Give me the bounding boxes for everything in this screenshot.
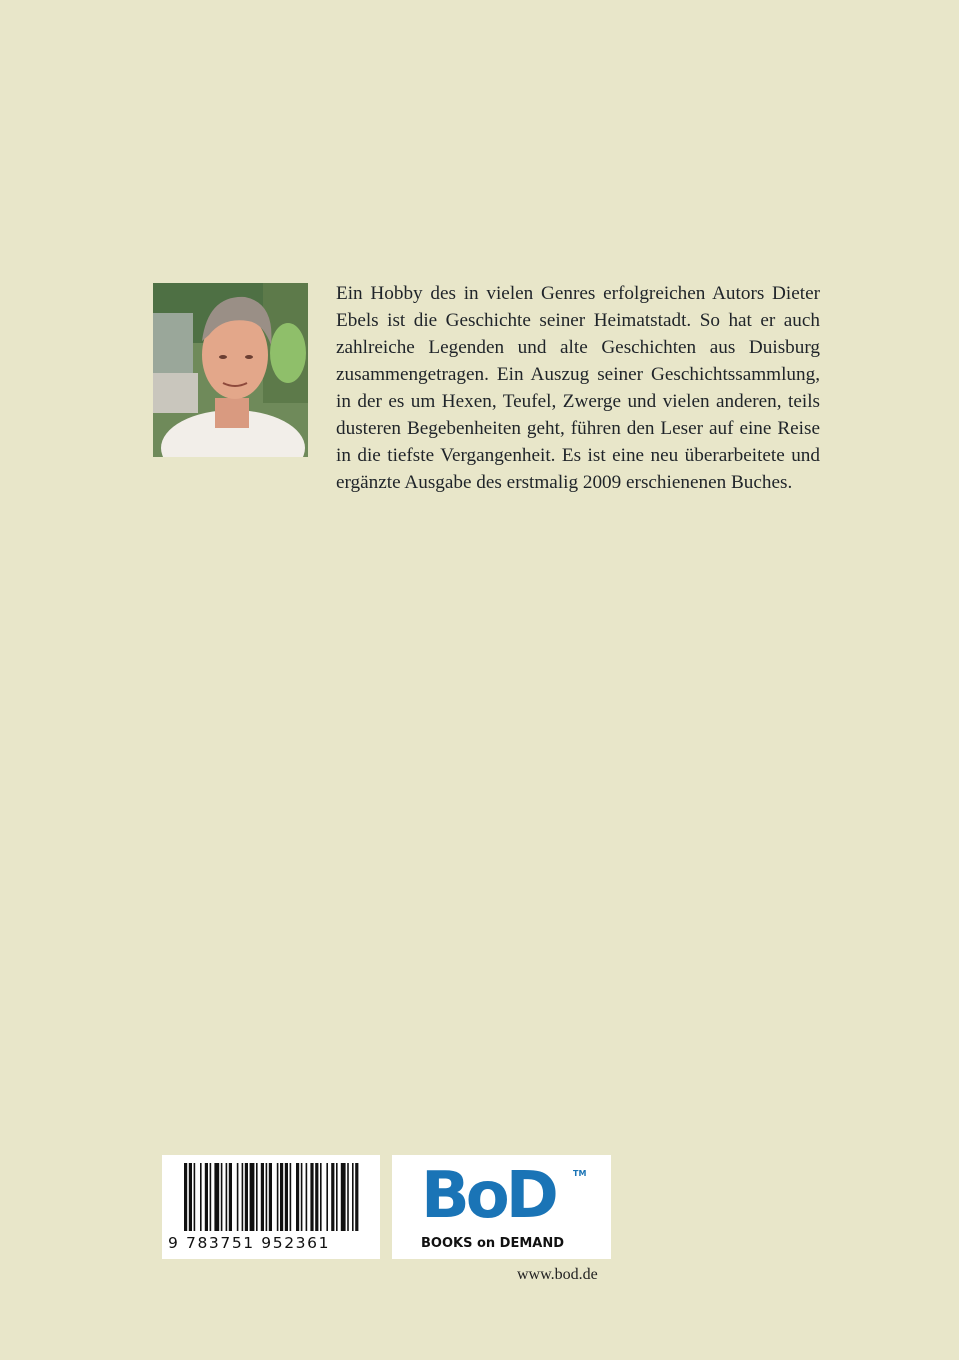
isbn-digits: 9 783751 952361 [168, 1234, 331, 1252]
barcode-bar [226, 1163, 228, 1231]
barcode-bar [341, 1163, 346, 1231]
barcode-bar [347, 1163, 349, 1231]
barcode-bar [242, 1163, 244, 1231]
barcode-bar [290, 1163, 292, 1231]
barcode-bar [266, 1163, 268, 1231]
bod-logo: BoD [421, 1159, 555, 1233]
barcode-bar [261, 1163, 264, 1231]
barcode-bar [189, 1163, 192, 1231]
barcode-bar [250, 1163, 255, 1231]
barcode-bar [280, 1163, 283, 1231]
barcode-bar [301, 1163, 303, 1231]
barcode-bar [320, 1163, 322, 1231]
publisher-url: www.bod.de [517, 1266, 598, 1283]
barcode-bar [229, 1163, 232, 1231]
barcode-bar [256, 1163, 258, 1231]
barcode-bar [194, 1163, 196, 1231]
barcode-bar [210, 1163, 212, 1231]
barcode-bar [184, 1163, 187, 1231]
isbn-barcode [162, 1155, 380, 1259]
barcode-bar [306, 1163, 308, 1231]
barcode-bar [277, 1163, 279, 1231]
bod-logo-box [392, 1155, 611, 1259]
barcode-bar [245, 1163, 248, 1231]
barcode-bar [315, 1163, 318, 1231]
barcode-bar [336, 1163, 338, 1231]
barcode-bar [237, 1163, 239, 1231]
bod-tagline: BOOKS on DEMAND [421, 1236, 565, 1251]
barcode-bar [269, 1163, 272, 1231]
barcode-bar [221, 1163, 223, 1231]
barcode-bar [352, 1163, 354, 1231]
barcode-bar [285, 1163, 288, 1231]
barcode-bar [326, 1163, 328, 1231]
barcode-bar [214, 1163, 219, 1231]
trademark-mark: TM [573, 1169, 587, 1178]
barcode-bar [200, 1163, 202, 1231]
author-photo [153, 283, 308, 457]
barcode-bar [205, 1163, 208, 1231]
barcode-bar [331, 1163, 334, 1231]
barcode-bar [296, 1163, 299, 1231]
barcode-bar [355, 1163, 358, 1231]
back-cover-blurb: Ein Hobby des in vielen Genres erfolgreichen Autors Dieter Ebels ist die Geschichte seiner Heimatstadt. So hat er auch zahlreiche Legenden und alte Geschichten aus Duisburg zusammengetragen. Ein Auszug seiner Geschichtssammlung, in der es um Hexen, Teufel, Zwerge und vielen anderen, teils dusteren Begebenheiten geht, führen den Leser auf eine Reise in die tiefste Vergangenheit. Es ist eine neu überarbeitete und ergänzte Ausgabe des erstmalig 2009 erschienenen Buches. [336, 283, 820, 493]
barcode-bar [310, 1163, 313, 1231]
